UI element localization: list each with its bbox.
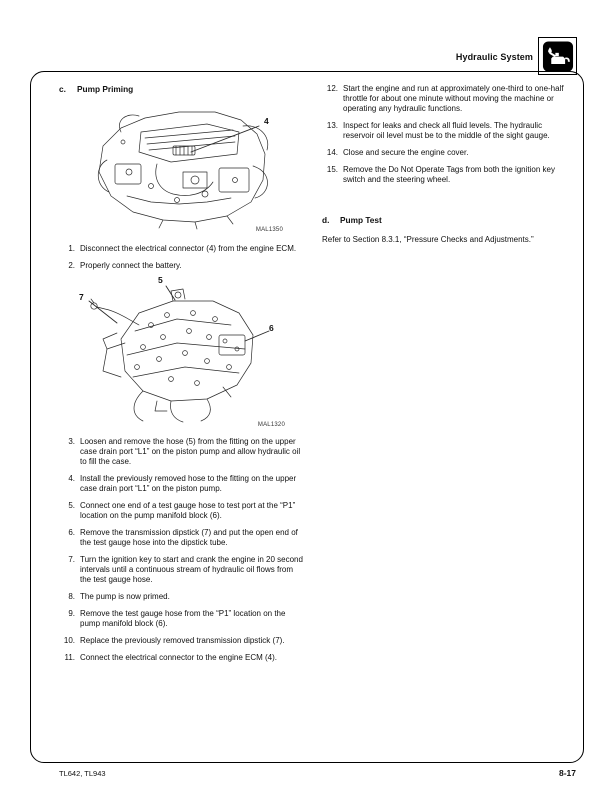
step-text: Remove the transmission dipstick (7) and put the open end of the test gauge hose into the dipstick tube. [80, 528, 298, 547]
right-column [322, 84, 568, 245]
step-item [322, 165, 568, 185]
step-number: 1. [68, 244, 75, 253]
page-header-title: Hydraulic System [455, 52, 533, 62]
step-number: 7. [68, 555, 75, 564]
section-title: Pump Test [340, 215, 382, 225]
step-number: 6. [68, 528, 75, 537]
step-number: 14. [326, 148, 338, 157]
steps-12-15 [322, 84, 568, 185]
step-number: 5. [68, 501, 75, 510]
step-item [59, 474, 303, 494]
step-item [59, 592, 303, 602]
step-text: Disconnect the electrical connector (4) from the engine ECM. [80, 244, 297, 253]
step-number: 12. [326, 84, 338, 93]
step-item [59, 555, 303, 585]
step-text: Remove the Do Not Operate Tags from both the ignition key switch and the steering wheel. [343, 165, 555, 184]
step-item [59, 636, 303, 646]
section-heading-pump-test [322, 215, 568, 225]
step-text: Start the engine and run at approximately one-third to one-half throttle for about one minute without moving the machine or operating any hydraulic functions. [343, 84, 564, 113]
section-title: Pump Priming [77, 84, 134, 94]
step-number: 2. [68, 261, 75, 270]
step-text: Connect one end of a test gauge hose to test port at the “P1” location on the pump manifold block (6). [80, 501, 296, 520]
step-item [322, 148, 568, 158]
step-item [59, 501, 303, 521]
step-item [59, 244, 303, 254]
step-item [322, 121, 568, 141]
step-text: Properly connect the battery. [80, 261, 182, 270]
step-item [59, 261, 303, 271]
step-text: Turn the ignition key to start and crank the engine in 20 second intervals until a continuous stream of hydraulic oil flows from the test gauge hose. [80, 555, 303, 584]
callout-4: 4 [264, 116, 269, 126]
step-number: 10. [63, 636, 75, 645]
step-text: Close and secure the engine cover. [343, 148, 469, 157]
step-item [59, 609, 303, 629]
engine-line-art [87, 102, 285, 230]
step-text: Replace the previously removed transmission dipstick (7). [80, 636, 285, 645]
step-item [59, 437, 303, 467]
step-number: 11. [64, 653, 75, 662]
step-text: Install the previously removed hose to the fitting on the upper case drain port “L1” on the piston pump. [80, 474, 297, 493]
figure-label-mal1350: MAL1350 [255, 227, 283, 233]
oil-can-icon [542, 41, 574, 72]
left-column [59, 84, 303, 670]
step-number: 4. [68, 474, 75, 483]
step-item [322, 84, 568, 114]
step-text: Remove the test gauge hose from the “P1” location on the pump manifold block (6). [80, 609, 286, 628]
section-letter: d. [322, 215, 330, 225]
callout-7: 7 [79, 292, 84, 302]
pump-test-reference-text: Refer to Section 8.3.1, “Pressure Checks and Adjustments.” [322, 235, 534, 244]
callout-6: 6 [269, 323, 274, 333]
pump-line-art [73, 279, 287, 425]
figure-piston-pump [73, 275, 287, 428]
steps-1-2 [59, 244, 303, 271]
step-number: 15. [326, 165, 338, 174]
step-number: 8. [68, 592, 75, 601]
callout-5: 5 [158, 275, 163, 285]
section-letter: c. [59, 84, 66, 94]
section-heading-pump-priming [59, 84, 303, 94]
step-number: 3. [68, 437, 75, 446]
footer-model-numbers: TL642, TL943 [59, 769, 106, 778]
figure-label-mal1320: MAL1320 [257, 422, 285, 428]
step-number: 13. [326, 121, 338, 130]
steps-3-11 [59, 437, 303, 663]
figure-engine-ecm [87, 102, 285, 233]
step-text: Connect the electrical connector to the engine ECM (4). [80, 653, 277, 662]
step-item [59, 528, 303, 548]
step-text: The pump is now primed. [80, 592, 170, 601]
hydraulic-system-icon [538, 37, 577, 75]
footer-page-number: 8-17 [558, 768, 576, 778]
step-text: Loosen and remove the hose (5) from the fitting on the upper case drain port “L1” on the piston pump and allow hydraulic oil to fill the case. [80, 437, 301, 466]
step-item [59, 653, 303, 663]
step-number: 9. [68, 609, 75, 618]
step-text: Inspect for leaks and check all fluid levels. The hydraulic reservoir oil level must be to the middle of the sight gauge. [343, 121, 550, 140]
